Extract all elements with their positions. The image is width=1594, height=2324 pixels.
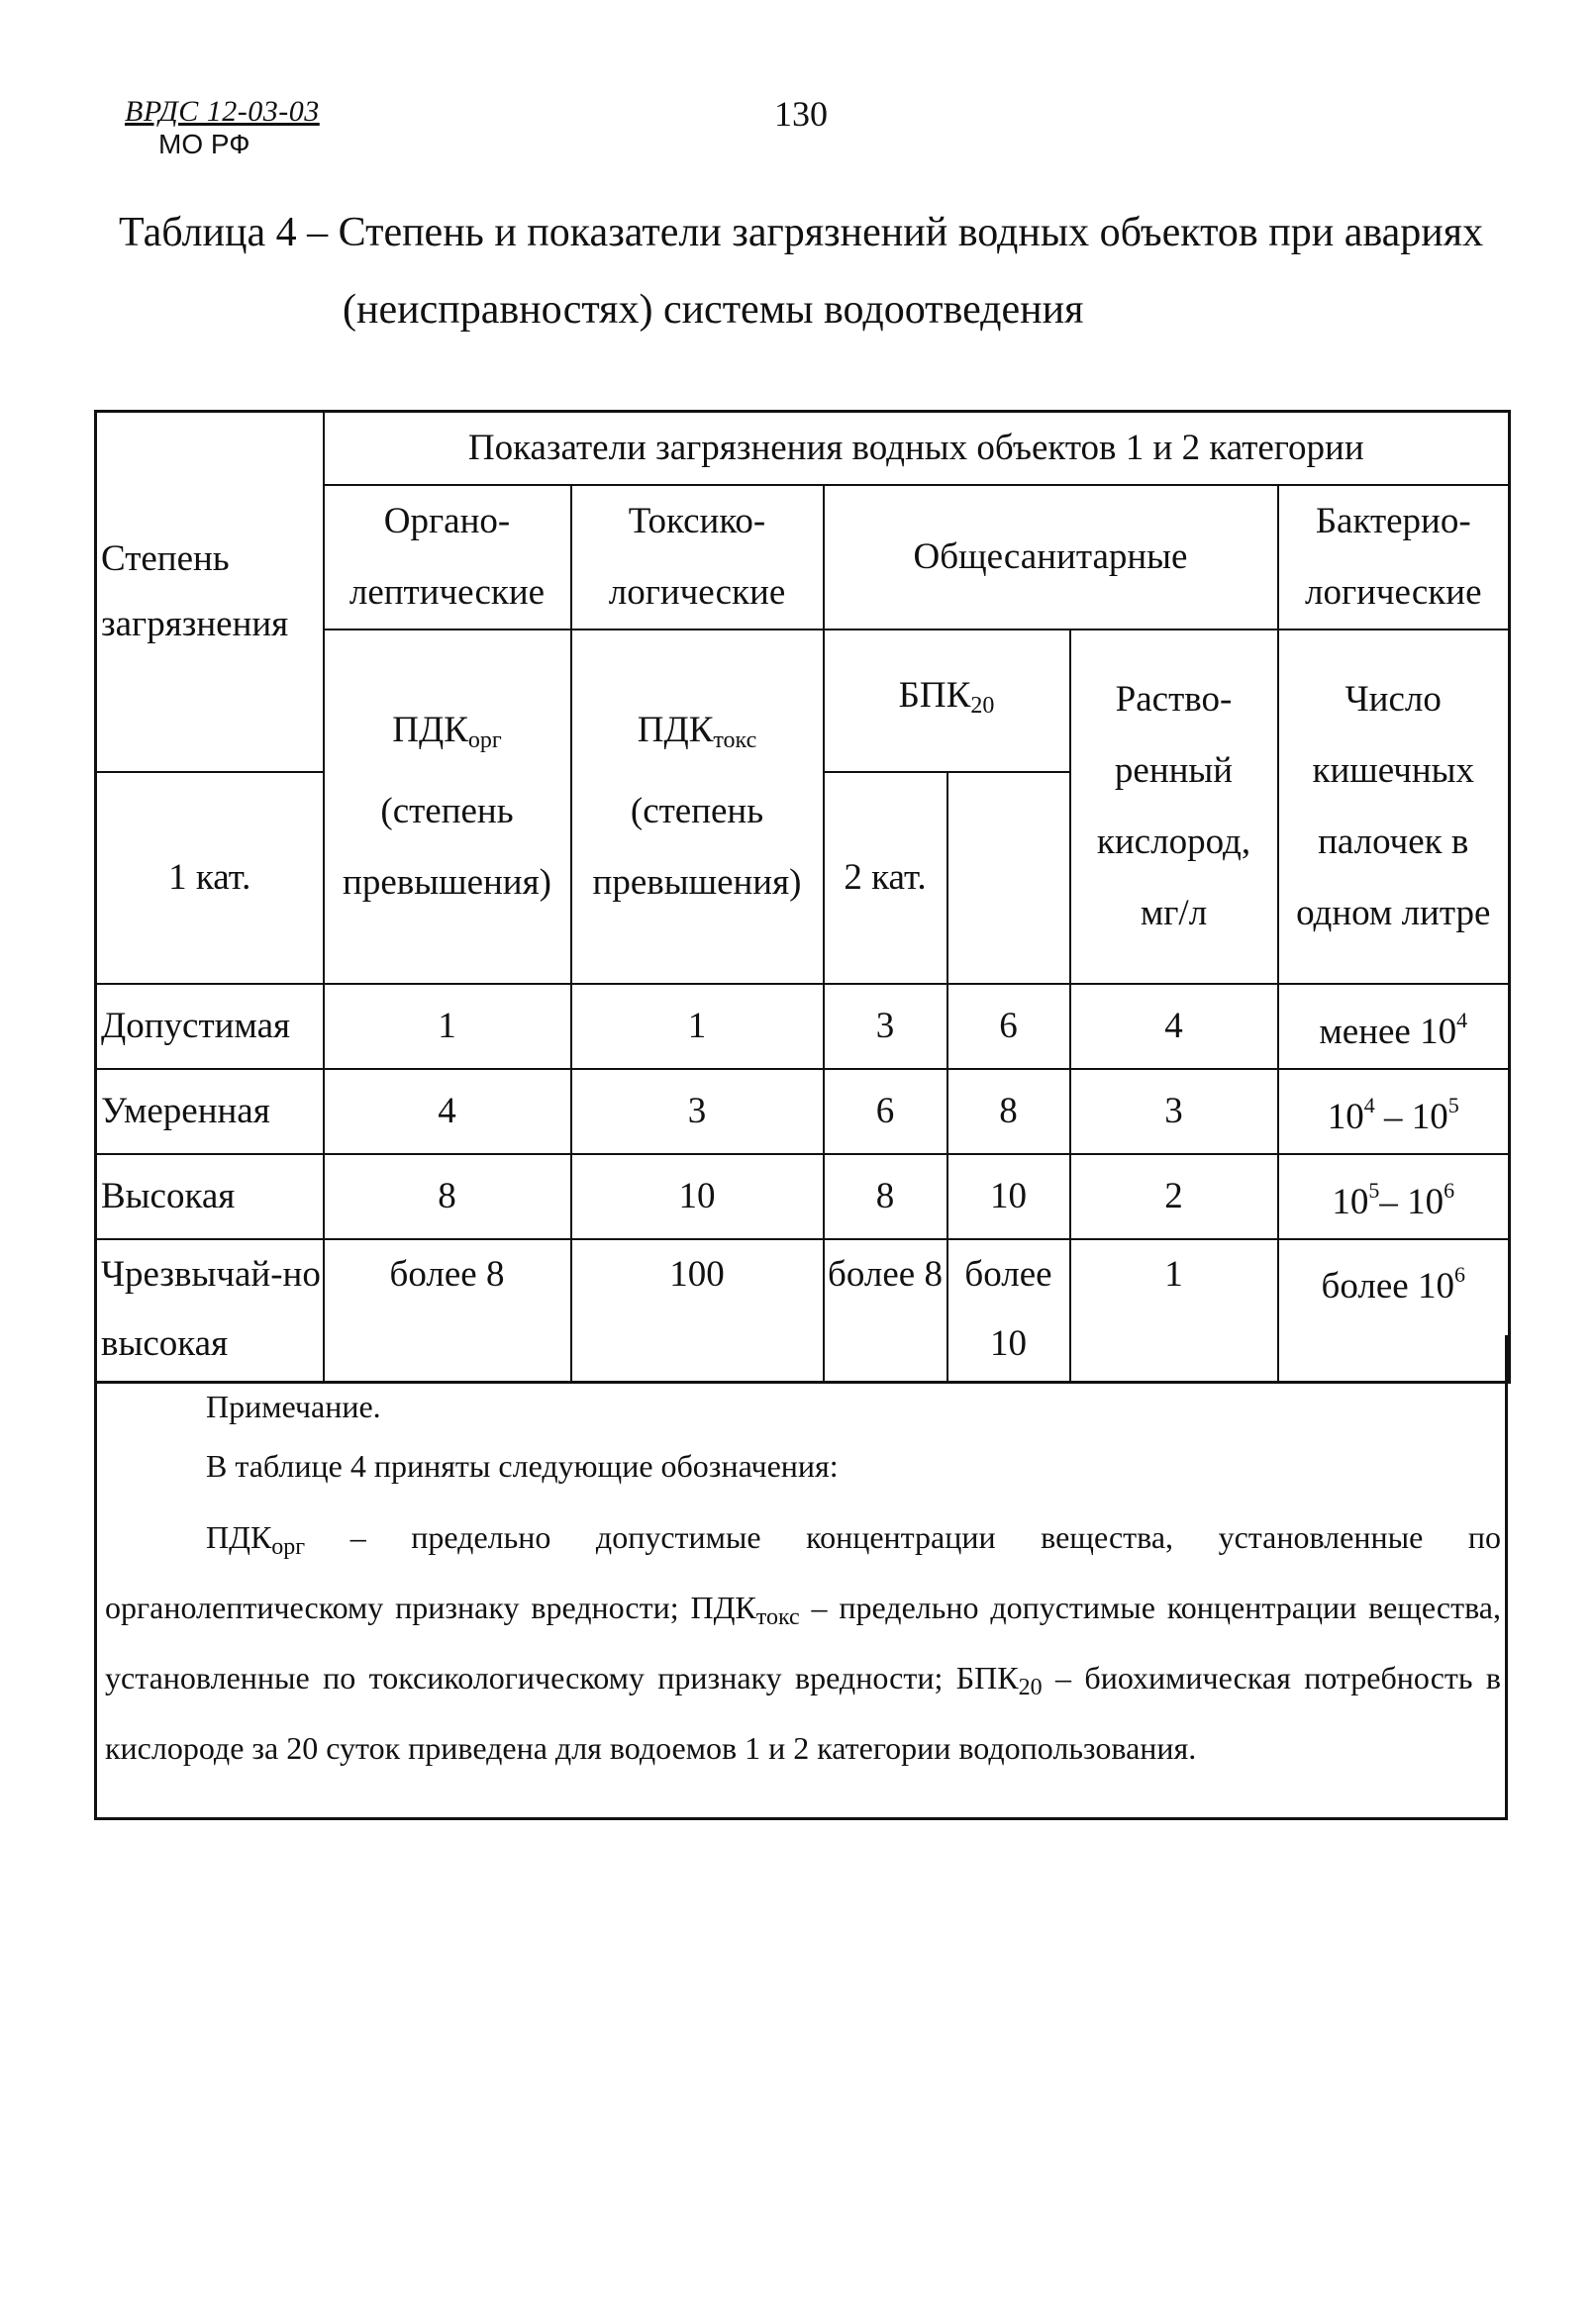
bpk-cat-1-cell: 6 (824, 1069, 947, 1154)
bpk-cat-2-cell: 6 (947, 984, 1070, 1069)
header-oxygen: Раство-ренный кислород, мг/л (1070, 629, 1278, 984)
table-row (96, 984, 1510, 1069)
table-title-line-2: (неисправностях) системы водоотведения (343, 287, 1084, 333)
coli-cell: менее $10^4$ (1278, 984, 1510, 1069)
organization: МО РФ (158, 129, 250, 159)
header-bpk20: $БПК_{20}$ (824, 629, 1070, 772)
header-pdk-tox: $ПДК_{токс}$ (степень превышения) (571, 629, 824, 984)
pdk-tox-cell: 100 (571, 1239, 824, 1382)
bpk-cat-1-cell: более 8 (824, 1239, 947, 1382)
header-bacteriological: Бактерио-логические (1278, 485, 1510, 629)
page-number: 130 (774, 94, 828, 134)
pollution-table (94, 410, 1511, 1384)
oxygen-cell: 2 (1070, 1154, 1278, 1239)
oxygen-cell: 1 (1070, 1239, 1278, 1382)
header-degree: Степень загрязнения (96, 412, 324, 773)
table-row (96, 1069, 1510, 1154)
note-title: Примечание. (206, 1389, 381, 1424)
pdk-tox-cell: 1 (571, 984, 824, 1069)
header-coli: Число кишечных палочек в одном литре (1278, 629, 1510, 984)
degree-cell: Умеренная (96, 1069, 324, 1154)
note-section (94, 1335, 1508, 1820)
header-organoleptic: Органо-лептические (324, 485, 571, 629)
header-toxicological: Токсико-логические (571, 485, 824, 629)
degree-cell: Высокая (96, 1154, 324, 1239)
table-title-line-1: Таблица 4 – Степень и показатели загрязнений водных объектов при авариях (119, 210, 1484, 255)
bpk-cat-2-cell: более 10 (947, 1239, 1070, 1382)
table-row (96, 1154, 1510, 1239)
pdk-tox-cell: 10 (571, 1154, 824, 1239)
degree-cell: Чрезвычай-но высокая (96, 1239, 324, 1382)
bpk-cat-2-cell: 8 (947, 1069, 1070, 1154)
document-code: ВРДС 12-03-03 (125, 95, 320, 128)
header-pdk-org: $ПДК_{орг}$ (степень превышения) (324, 629, 571, 984)
header-general-sanitary: Общесанитарные (824, 485, 1278, 629)
note-body: $ПДК_{орг}$ – предельно допустимые концентрации вещества, установленные по органолептическому признаку вредности; $ПДК_{токс}$ – предельно допустимые концентрации вещества, установленные по токсикологическому признаку вредности; $БПК_{20}$ – биохимическая потребность в кислороде за 20 суток приведена для водоемов 1 и 2 категории водопользования. (105, 1519, 1502, 1766)
pdk-tox-cell: 3 (571, 1069, 824, 1154)
header-group: Показатели загрязнения водных объектов 1 и 2 категории (324, 412, 1510, 486)
pdk-org-cell: 8 (324, 1154, 571, 1239)
bpk-cat-1-cell: 8 (824, 1154, 947, 1239)
coli-cell: более $10^6$ (1278, 1239, 1510, 1382)
coli-cell: $10^4 - 10^5$ (1278, 1069, 1510, 1154)
note-intro: В таблице 4 приняты следующие обозначения: (206, 1448, 839, 1484)
header-bpk-cat-2: 2 кат. (824, 772, 947, 984)
oxygen-cell: 4 (1070, 984, 1278, 1069)
pdk-org-cell: 4 (324, 1069, 571, 1154)
degree-cell: Допустимая (96, 984, 324, 1069)
pdk-org-cell: 1 (324, 984, 571, 1069)
oxygen-cell: 3 (1070, 1069, 1278, 1154)
coli-cell: $10^5-$ $10^6$ (1278, 1154, 1510, 1239)
bpk-cat-2-cell: 10 (947, 1154, 1070, 1239)
bpk-cat-1-cell: 3 (824, 984, 947, 1069)
pdk-org-cell: более 8 (324, 1239, 571, 1382)
header-bpk-cat-1: 1 кат. (96, 772, 324, 984)
